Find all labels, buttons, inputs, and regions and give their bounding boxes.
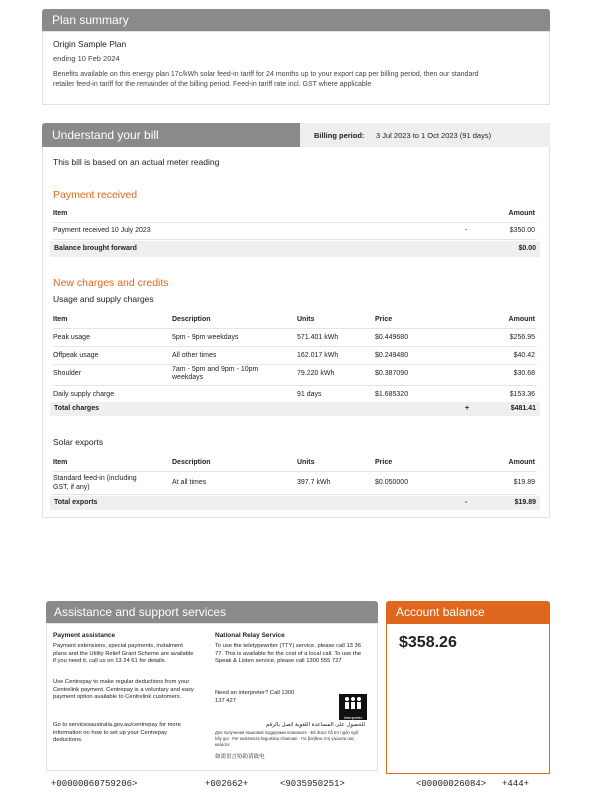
charge-row-description: 5pm - 9pm weekdays	[172, 334, 239, 341]
payment-received-title: Payment received	[53, 189, 138, 201]
charges-col-price: Price	[375, 316, 393, 323]
barcode-code-3: <9035950251>	[280, 779, 345, 789]
payment-assistance-p3: Go to servicesaustralia.gov.au/centrepay for more information on how to set up your Centrepay deductions.	[53, 722, 181, 744]
plan-ending: ending 10 Feb 2024	[53, 54, 120, 63]
total-exports-label: Total exports	[54, 499, 98, 506]
charge-row-amount: $30.68	[513, 370, 535, 377]
assistance-title: Assistance and support services	[54, 605, 227, 619]
charge-row-description: 7am - 5pm and 9pm - 10pm weekdays	[172, 366, 259, 381]
reading-note: This bill is based on an actual meter reading	[53, 157, 220, 167]
total-charges-label: Total charges	[54, 405, 99, 412]
billing-period-value: 3 Jul 2023 to 1 Oct 2023 (91 days)	[376, 131, 492, 140]
language-lines: Для получения языковой поддержки позвоните · Để được hỗ trợ ngôn ngữ hãy gọi · Per assistenza linguistica chiamate · Για βοήθεια στη γλώσσα σας καλέστε	[215, 730, 359, 747]
solar-col-item: Item	[53, 459, 68, 466]
charge-row-price: $0.387090	[375, 370, 409, 377]
assistance-panel	[46, 623, 378, 771]
charge-row-price: $1.685320	[375, 391, 409, 398]
charge-row-amount: $256.95	[509, 334, 535, 341]
charge-row-units: 571.401 kWh	[297, 334, 339, 341]
charge-row	[53, 347, 537, 365]
barcode-code-5: +444+	[502, 779, 530, 789]
arabic-line: للحصول على المساعدة اللغوية اتصل بالرقم	[265, 722, 365, 728]
balance-forward-row	[50, 241, 540, 257]
charges-col-description: Description	[172, 316, 211, 323]
charges-col-item: Item	[53, 316, 68, 323]
barcode-code-4: <00000026084>	[416, 779, 487, 789]
charges-table	[53, 313, 537, 404]
solar-header-row	[53, 457, 537, 472]
assistance-header	[46, 601, 378, 623]
balance-forward-amount: $0.00	[518, 245, 536, 252]
billing-period-label: Billing period:	[314, 131, 365, 140]
charge-row-item: Offpeak usage	[53, 352, 99, 359]
plan-summary-header	[42, 9, 550, 31]
balance-forward-label: Balance brought forward	[54, 245, 137, 252]
billing-period-box	[300, 123, 550, 147]
interpreter-symbol-icon	[342, 696, 364, 710]
charge-row-item: Shoulder	[53, 370, 82, 377]
payment-row	[53, 223, 537, 240]
payment-row-item: Payment received 10 July 2023	[53, 227, 151, 234]
charge-row-item: Peak usage	[53, 334, 90, 341]
payment-assistance-p2: Use Centrepay to make regular deductions from your Centrelink payment. Centrepay is a voluntary and easy payment option available to Centrelink customers.	[53, 679, 194, 701]
solar-row-units: 397.7 kWh	[297, 479, 331, 486]
charge-row-units: 79.220 kWh	[297, 370, 335, 377]
solar-exports-title: Solar exports	[53, 437, 104, 447]
total-charges-amount: $481.41	[510, 405, 536, 412]
total-charges-row	[50, 402, 540, 416]
plan-description: Benefits available on this energy plan 17c/kWh solar feed-in tariff for 24 months up to your export cap per billing period, then our standard retailer feed-in tariff for the remainder of the billing period. Feed-in tariff rate incl. GST where applicable	[53, 71, 479, 88]
understand-title: Understand your bill	[52, 128, 159, 142]
barcode-code-1: +00000060759206>	[51, 779, 138, 789]
solar-row-description: At all times	[172, 479, 207, 486]
solar-row-amount: $19.89	[513, 479, 535, 486]
barcode-code-2: +002662+	[205, 779, 249, 789]
total-charges-sign: +	[465, 405, 470, 412]
payment-assistance-title: Payment assistance	[53, 632, 116, 639]
plan-summary-title: Plan summary	[52, 13, 129, 27]
total-exports-sign: -	[465, 499, 468, 506]
interpreter-logo	[339, 694, 367, 720]
interpreter-logo-text: Interpreter	[343, 715, 363, 720]
charge-row-amount: $40.42	[513, 352, 535, 359]
charge-row-item: Daily supply charge	[53, 391, 115, 398]
solar-col-units: Units	[297, 459, 315, 466]
barcode-line	[0, 779, 600, 793]
chinese-line: 如需语言协助请致电	[215, 754, 265, 760]
plan-summary-panel	[42, 31, 550, 105]
solar-row	[53, 472, 537, 495]
payment-row-sign: -	[465, 227, 468, 234]
account-balance-title: Account balance	[396, 605, 485, 619]
charge-row-units: 162.017 kWh	[297, 352, 339, 359]
understand-header	[42, 123, 300, 147]
account-balance-amount: $358.26	[399, 634, 457, 651]
charge-row-description: All other times	[172, 352, 217, 359]
relay-title: National Relay Service	[215, 632, 285, 639]
payment-col-amount: Amount	[508, 210, 535, 217]
charges-header-row	[53, 313, 537, 329]
solar-row-price: $0.050000	[375, 479, 409, 486]
account-balance-header	[386, 601, 550, 623]
total-exports-row	[50, 496, 540, 510]
solar-col-amount: Amount	[508, 459, 535, 466]
charges-col-units: Units	[297, 316, 315, 323]
payment-row-amount: $350.00	[509, 227, 535, 234]
solar-col-price: Price	[375, 459, 393, 466]
new-charges-title: New charges and credits	[53, 277, 169, 289]
interpreter-text: Need an interpreter? Call 1300 137 427	[215, 690, 295, 704]
charges-col-amount: Amount	[508, 316, 535, 323]
payment-assistance-p1: Payment extensions, special payments, instalment plans and the Utility Relief Grant Scheme are available if you need it, call us on 13 24 61 for details.	[53, 643, 194, 665]
plan-name: Origin Sample Plan	[53, 39, 127, 49]
usage-supply-subtitle: Usage and supply charges	[53, 294, 154, 304]
total-exports-amount: $19.89	[514, 499, 536, 506]
charge-row-price: $0.449680	[375, 334, 409, 341]
charge-row-amount: $153.36	[509, 391, 535, 398]
payment-header-row	[53, 208, 537, 223]
solar-row-item: Standard feed-in (including GST, if any)	[53, 475, 137, 491]
charge-row-units: 91 days	[297, 391, 322, 398]
payment-col-item: Item	[53, 210, 68, 217]
relay-p1: To use the teletypewriter (TTY) service, please call 13 36 77. This is available for the cost of a local call. To use the Speak & Listen service, please call 1300 555 727	[215, 643, 362, 665]
charge-row-price: $0.249480	[375, 352, 409, 359]
charge-row	[53, 365, 537, 386]
charge-row	[53, 329, 537, 347]
account-balance-panel	[386, 623, 550, 774]
solar-col-description: Description	[172, 459, 211, 466]
